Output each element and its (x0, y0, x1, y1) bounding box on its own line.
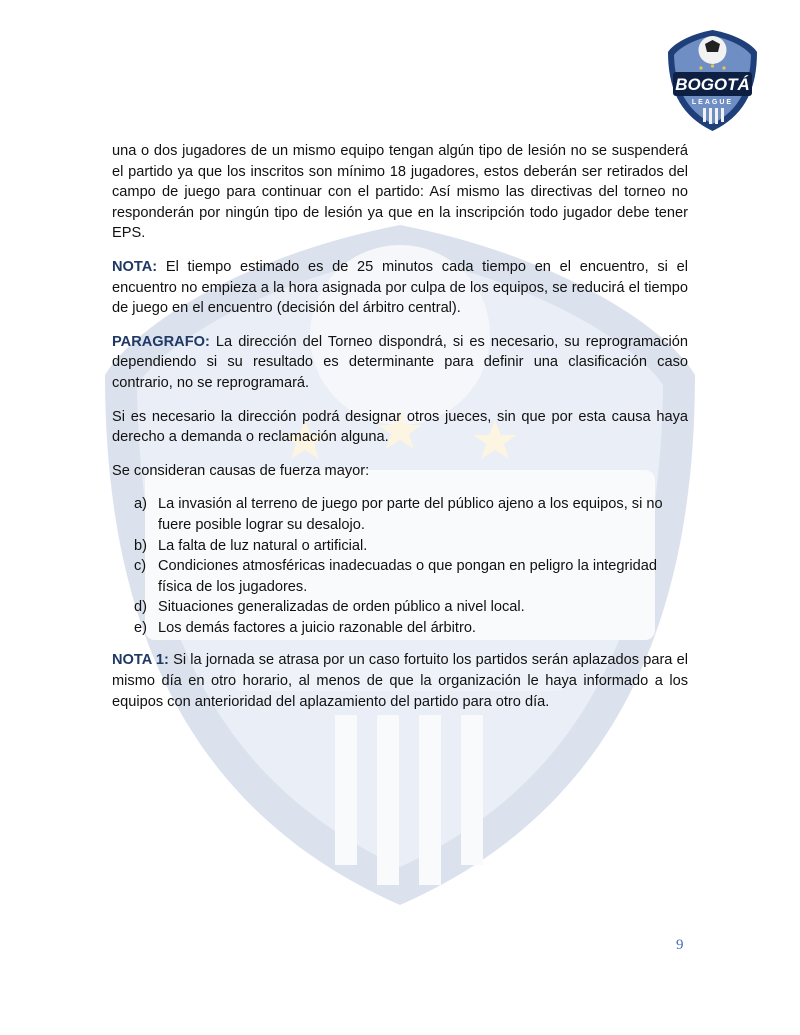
nota-text: El tiempo estimado es de 25 minutos cada tiempo en el encuentro, si el encuentro no empieza a la hora asignada por culpa de los equipos, se reducirá el tiempo de juego en el encuentro (decisión del árbitro central). (112, 258, 688, 317)
list-item (112, 618, 688, 639)
paragraph-nota (112, 257, 688, 319)
list-item-text: Situaciones generalizadas de orden público a nivel local. (158, 599, 525, 616)
list-item-text: Condiciones atmosféricas inadecuadas o que pongan en peligro la integridad física de los jugadores. (158, 558, 657, 595)
list-item (112, 556, 688, 597)
nota-label: NOTA: (112, 258, 158, 275)
svg-text:BOGOTÁ: BOGOTÁ (675, 75, 750, 94)
svg-text:LEAGUE: LEAGUE (691, 99, 734, 106)
paragraph-paragrafo (112, 332, 688, 394)
list-marker: a) (134, 496, 147, 513)
nota1-text: Si la jornada se atrasa por un caso fortuito los partidos serán aplazados para el mismo día en otro horario, al menos de que la organización le haya informado a los equipos con anterioridad del aplazamiento del partido para otro día. (112, 652, 688, 710)
list-item (112, 597, 688, 618)
list-item-text: La falta de luz natural o artificial. (158, 537, 368, 554)
list-marker: b) (134, 537, 147, 554)
list-marker: c) (134, 558, 147, 575)
list-item-text: Los demás factores a juicio razonable del árbitro. (158, 619, 476, 636)
list-item (112, 536, 688, 557)
nota1-label: NOTA 1: (112, 652, 169, 669)
causes-list (112, 494, 688, 638)
bogota-league-logo (665, 28, 760, 133)
document-body (112, 141, 688, 725)
paragraph-jueces: Si es necesario la dirección podrá designar otros jueces, sin que por esta causa haya derecho a demanda o reclamación alguna. (112, 408, 688, 446)
paragraph-nota1 (112, 650, 688, 712)
paragraph-causas: Se consideran causas de fuerza mayor: (112, 462, 370, 479)
page-number: 9 (676, 937, 684, 953)
paragrafo-text: La dirección del Torneo dispondrá, si es necesario, su reprogramación dependiendo si su resultado es determinante para definir una clasificación caso contrario, no se reprogramará. (112, 333, 688, 391)
list-marker: e) (134, 619, 147, 636)
list-marker: d) (134, 599, 147, 616)
list-item (112, 494, 688, 535)
paragraph-lesion: una o dos jugadores de un mismo equipo tengan algún tipo de lesión no se suspenderá el partido ya que los inscritos son mínimo 18 jugadores, estos deberán ser retirados del campo de juego para continuar con el partido: Así mismo las directivas del torneo no responderán por ningún tipo de lesión ya que en la inscripción todo jugador debe tener EPS. (112, 143, 688, 242)
paragrafo-label: PARAGRAFO: (112, 333, 210, 350)
list-item-text: La invasión al terreno de juego por parte del público ajeno a los equipos, si no fuere posible lograr su desalojo. (158, 496, 663, 533)
